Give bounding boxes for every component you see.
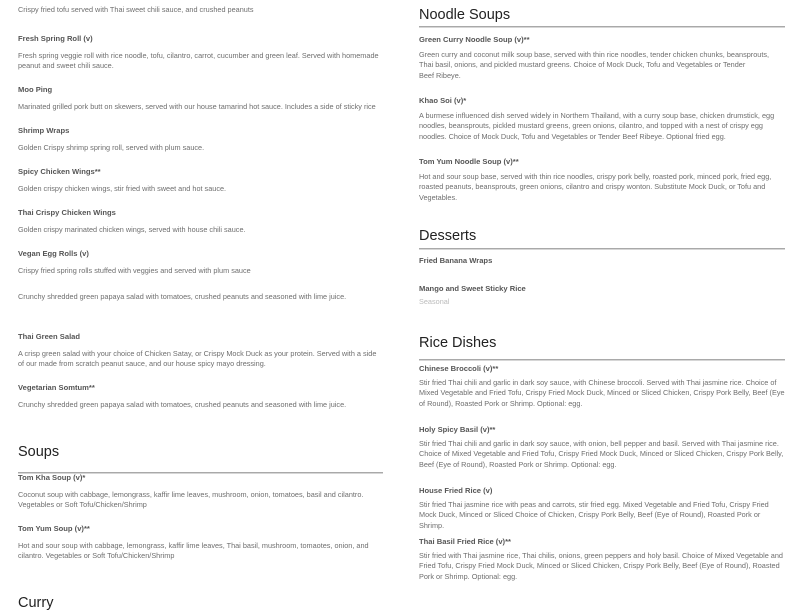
menu-item: [419, 157, 785, 203]
item-desc-continued: Beef Ribeye.: [419, 70, 461, 80]
item-name: House Fried Rice (v): [419, 486, 493, 495]
menu-item: [18, 473, 383, 511]
menu-item: [18, 167, 383, 194]
item-name: Moo Ping: [18, 85, 53, 94]
item-desc: A burmese influenced dish served widely in Northern Thailand, with a curry soup base, chicken drumstick, egg noodles, beansprouts, pickled mustard greens, green onions, cilantro, and topped with a nest of crispy egg noodles. Choice of Mock Duck, Tofu and Vegetables or Tender Beef Ribeye. Optional fried egg.: [419, 111, 775, 141]
item-name: Fresh Spring Roll (v): [18, 34, 93, 43]
item-desc: Coconut soup with cabbage, lemongrass, kaffir lime leaves, mushroom, onion, tomatoes, basil and cilantro. Vegetables or Soft Tofu/Chicken/Shrimp: [18, 490, 364, 510]
menu-item: [18, 524, 383, 562]
menu-item: [18, 332, 383, 370]
menu-item: [419, 364, 785, 409]
section-rice-dishes: [419, 334, 785, 361]
section-curry: [18, 594, 383, 612]
item-name: Shrimp Wraps: [18, 126, 70, 135]
item-desc: Stir fried Thai jasmine rice with peas and carrots, stir fried egg. Mixed Vegetable and Fried Tofu, Crispy Fried Mock Duck, Minced or Sliced Choice of Chicken, Crispy Pork Belly, Beef (Eye of Round), Roasted Pork or Shrimp.: [419, 500, 769, 530]
left-column: [18, 0, 383, 611]
item-name: Mango and Sweet Sticky Rice: [419, 284, 526, 293]
item-name: Green Curry Noodle Soup (v)**: [419, 35, 530, 44]
section-heading: Soups: [18, 444, 60, 460]
menu-item: [18, 208, 383, 235]
item-desc: Golden Crispy shrimp spring roll, served with plum sauce.: [18, 143, 205, 152]
item-name: Thai Green Salad: [18, 332, 81, 341]
item-desc: Crispy fried tofu served with Thai sweet chili sauce, and crushed peanuts: [18, 5, 254, 14]
item-desc: Hot and sour soup base, served with thin rice noodles, crispy pork belly, roasted pork, minced pork, fried egg, roasted peanuts, beansprouts, green onions, cilantro and crispy wonton. Substitute Mock Duck, or Tofu and Vegetables.: [419, 172, 772, 202]
menu-item: [419, 284, 785, 306]
item-desc: Crunchy shredded green papaya salad with tomatoes, crushed peanuts and seasoned with lime juice.: [18, 400, 347, 409]
section-heading: Curry: [18, 595, 54, 611]
section-heading: Rice Dishes: [419, 335, 497, 351]
section-heading: Desserts: [419, 228, 477, 244]
item-desc: Stir fried Thai chili and garlic in dark soy sauce, with onion, bell pepper and basil. Served with Thai jasmine rice. Choice of Mixed Vegetable and Fried Tofu, Crispy Fried Mock Duck, Minced or Sliced Chicken, Crispy Pork Belly, Beef (Eye of Round), Roasted Pork or Shrimp. Optional: egg.: [419, 439, 784, 469]
menu-item: [18, 126, 383, 153]
item-desc: Stir fried with Thai jasmine rice, Thai chilis, onions, green peppers and holy basil. Choice of Mixed Vegetable and Fried Tofu, Crispy Fried Mock Duck, Minced or Sliced Chicken, Crispy Pork Belly, Beef (Eye of Round), Roasted Pork or Shrimp. Optional: egg.: [419, 551, 783, 581]
item-name: Spicy Chicken Wings**: [18, 167, 101, 176]
item-desc: Stir fried Thai chili and garlic in dark soy sauce, with Chinese broccoli. Served with Thai jasmine rice. Choice of Mixed Vegetable and Fried Tofu, Crispy Fried Mock Duck, Minced or Sliced Chicken, Crispy Pork Belly, Beef (Eye of Round), Roasted Pork or Shrimp. Optional: egg.: [419, 378, 785, 408]
item-desc: A crisp green salad with your choice of Chicken Satay, or Crispy Mock Duck as your protein. Served with a side of our made from scratch peanut sauce, and our house spicy mayo dressing.: [18, 349, 377, 369]
item-desc: Golden crispy marinated chicken wings, served with house chili sauce.: [18, 225, 246, 234]
item-desc: Seasonal: [419, 297, 450, 306]
menu-item: [18, 249, 383, 276]
clipped-item: [18, 291, 383, 315]
item-name: Chinese Broccoli (v)**: [419, 364, 499, 373]
menu-item: [18, 383, 383, 410]
menu-item: [419, 35, 785, 81]
menu-item: [419, 537, 785, 582]
item-name: Khao Soi (v)*: [419, 96, 467, 105]
item-desc: Crispy fried spring rolls stuffed with veggies and served with plum sauce: [18, 266, 251, 275]
menu-item: [419, 96, 785, 142]
item-name: Tom Yum Noodle Soup (v)**: [419, 157, 519, 166]
item-name: Vegetarian Somtum**: [18, 383, 95, 392]
item-name: Thai Basil Fried Rice (v)**: [419, 537, 511, 546]
section-desserts: [419, 227, 785, 250]
section-noodle-soups: [419, 6, 785, 28]
item-name: Thai Crispy Chicken Wings: [18, 208, 116, 217]
item-desc: Fresh spring veggie roll with rice noodle, tofu, cilantro, carrot, cucumber and green leaf. Served with homemade peanut and sweet chili sauce.: [18, 51, 379, 71]
section-soups: [18, 443, 383, 474]
item-desc: Green curry and coconut milk soup base, served with thin rice noodles, tender chicken chunks, beansprouts, Thai basil, onions, and pickled mustard greens. Choice of Mock Duck, Tofu and Vegetables or Tender: [419, 50, 770, 70]
menu-item: [419, 486, 785, 531]
section-divider: [419, 248, 785, 250]
item-name: Tom Kha Soup (v)*: [18, 473, 86, 482]
item-desc: Golden crispy chicken wings, stir fried with sweet and hot sauce.: [18, 184, 227, 193]
section-divider: [419, 26, 785, 28]
menu-item: [18, 85, 383, 112]
item-name: Fried Banana Wraps: [419, 256, 493, 265]
menu-item: [419, 425, 785, 470]
menu-item: [419, 256, 785, 266]
item-name: Vegan Egg Rolls (v): [18, 249, 89, 258]
section-divider: [419, 359, 785, 361]
section-heading: Noodle Soups: [419, 7, 511, 23]
item-desc: Crunchy shredded green papaya salad with tomatoes, crushed peanuts and seasoned with lime juice.: [18, 291, 347, 301]
item-name: Holy Spicy Basil (v)**: [419, 425, 496, 434]
right-column: [419, 0, 785, 600]
menu-item: [18, 34, 383, 72]
item-desc: Hot and sour soup with cabbage, lemongrass, kaffir lime leaves, Thai basil, mushroom, tomaotes, onion, and cilantro. Vegetables or Soft Tofu/Chicken/Shrimp: [18, 541, 369, 561]
item-desc: Marinated grilled pork butt on skewers, served with our house tamarind hot sauce. Includes a side of sticky rice: [18, 102, 376, 111]
item-name: Tom Yum Soup (v)**: [18, 524, 90, 533]
